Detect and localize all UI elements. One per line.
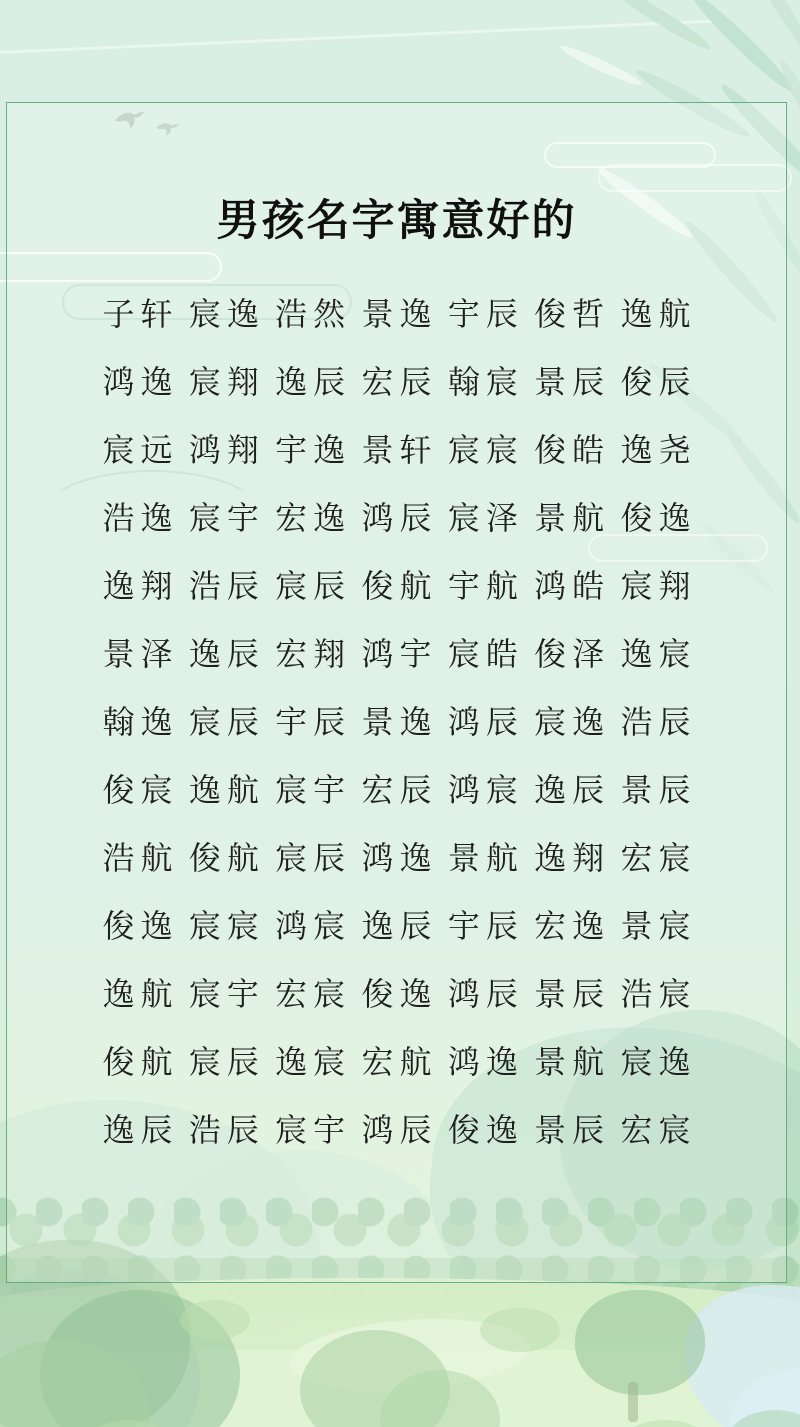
name-item: 宏逸 [534, 908, 611, 944]
name-item: 逸航 [188, 772, 265, 808]
name-item: 逸辰 [275, 364, 352, 400]
name-row [102, 958, 697, 1026]
name-item: 宇航 [447, 568, 524, 604]
name-item: 俊泽 [534, 636, 611, 672]
name-item: 景辰 [534, 976, 611, 1012]
name-item: 宇逸 [275, 432, 352, 468]
name-item: 浩航 [102, 840, 179, 876]
name-item: 鸿宸 [447, 772, 524, 808]
name-item: 浩逸 [102, 500, 179, 536]
name-item: 鸿辰 [447, 976, 524, 1012]
name-row [102, 550, 697, 618]
name-item: 宸逸 [188, 296, 265, 332]
name-item: 景逸 [361, 296, 438, 332]
name-item: 宸远 [102, 432, 179, 468]
name-item: 俊皓 [534, 432, 611, 468]
name-item: 宸辰 [188, 704, 265, 740]
name-row [102, 618, 697, 686]
name-item: 俊逸 [102, 908, 179, 944]
name-item: 逸尧 [620, 432, 697, 468]
name-item: 鸿皓 [534, 568, 611, 604]
name-item: 浩辰 [188, 1112, 265, 1148]
name-item: 宸宇 [188, 976, 265, 1012]
name-item: 宏宸 [275, 976, 352, 1012]
name-item: 宏翔 [275, 636, 352, 672]
name-item: 宸逸 [534, 704, 611, 740]
name-item: 鸿逸 [361, 840, 438, 876]
name-item: 俊逸 [447, 1112, 524, 1148]
name-item: 俊航 [102, 1044, 179, 1080]
name-item: 鸿逸 [447, 1044, 524, 1080]
name-item: 景辰 [534, 364, 611, 400]
name-item: 宸辰 [275, 568, 352, 604]
name-item: 宏航 [361, 1044, 438, 1080]
name-row [102, 754, 697, 822]
name-item: 逸宸 [620, 636, 697, 672]
name-item: 浩辰 [188, 568, 265, 604]
name-row [102, 1094, 697, 1162]
name-item: 宸皓 [447, 636, 524, 672]
name-item: 宸宸 [188, 908, 265, 944]
name-item: 景航 [534, 1044, 611, 1080]
name-item: 景宸 [620, 908, 697, 944]
name-item: 翰逸 [102, 704, 179, 740]
name-item: 逸航 [620, 296, 697, 332]
name-item: 鸿翔 [188, 432, 265, 468]
name-item: 逸辰 [361, 908, 438, 944]
name-item: 景航 [534, 500, 611, 536]
name-item: 宏辰 [361, 364, 438, 400]
name-item: 鸿宇 [361, 636, 438, 672]
name-row [102, 1026, 697, 1094]
name-item: 鸿辰 [361, 1112, 438, 1148]
name-item: 逸辰 [102, 1112, 179, 1148]
name-item: 宏宸 [620, 1112, 697, 1148]
name-item: 俊辰 [620, 364, 697, 400]
light-streak [0, 19, 720, 55]
name-item: 景泽 [102, 636, 179, 672]
name-item: 逸宸 [275, 1044, 352, 1080]
name-item: 鸿宸 [275, 908, 352, 944]
name-item: 景逸 [361, 704, 438, 740]
name-item: 俊航 [188, 840, 265, 876]
name-item: 俊宸 [102, 772, 179, 808]
name-item: 翰宸 [447, 364, 524, 400]
name-item: 宇辰 [275, 704, 352, 740]
name-item: 浩辰 [620, 704, 697, 740]
name-item: 宸泽 [447, 500, 524, 536]
name-item: 俊逸 [361, 976, 438, 1012]
name-row [102, 482, 697, 550]
name-item: 鸿逸 [102, 364, 179, 400]
name-item: 俊哲 [534, 296, 611, 332]
content-card [6, 102, 787, 1283]
name-row [102, 686, 697, 754]
name-row [102, 890, 697, 958]
name-row [102, 278, 697, 346]
name-item: 宇辰 [447, 908, 524, 944]
names-grid [102, 278, 697, 1162]
name-row [102, 414, 697, 482]
name-item: 宸宇 [275, 772, 352, 808]
name-item: 景辰 [620, 772, 697, 808]
name-item: 宇辰 [447, 296, 524, 332]
name-item: 宸翔 [188, 364, 265, 400]
poster-title: 男孩名字寓意好的 [216, 197, 577, 245]
name-item: 逸翔 [534, 840, 611, 876]
name-item: 鸿辰 [447, 704, 524, 740]
name-item: 子轩 [102, 296, 179, 332]
name-item: 宏辰 [361, 772, 438, 808]
name-item: 宸宸 [447, 432, 524, 468]
name-row [102, 822, 697, 890]
name-item: 宏逸 [275, 500, 352, 536]
name-item: 逸辰 [534, 772, 611, 808]
name-item: 浩然 [275, 296, 352, 332]
name-item: 逸翔 [102, 568, 179, 604]
name-item: 景航 [447, 840, 524, 876]
name-item: 逸航 [102, 976, 179, 1012]
name-row [102, 346, 697, 414]
name-item: 鸿辰 [361, 500, 438, 536]
name-item: 宸辰 [188, 1044, 265, 1080]
name-item: 宸翔 [620, 568, 697, 604]
name-item: 浩宸 [620, 976, 697, 1012]
name-item: 宸逸 [620, 1044, 697, 1080]
name-item: 俊逸 [620, 500, 697, 536]
name-item: 景轩 [361, 432, 438, 468]
name-item: 宸辰 [275, 840, 352, 876]
name-item: 宸宇 [188, 500, 265, 536]
name-item: 宏宸 [620, 840, 697, 876]
name-item: 俊航 [361, 568, 438, 604]
name-item: 逸辰 [188, 636, 265, 672]
name-item: 景辰 [534, 1112, 611, 1148]
name-item: 宸宇 [275, 1112, 352, 1148]
